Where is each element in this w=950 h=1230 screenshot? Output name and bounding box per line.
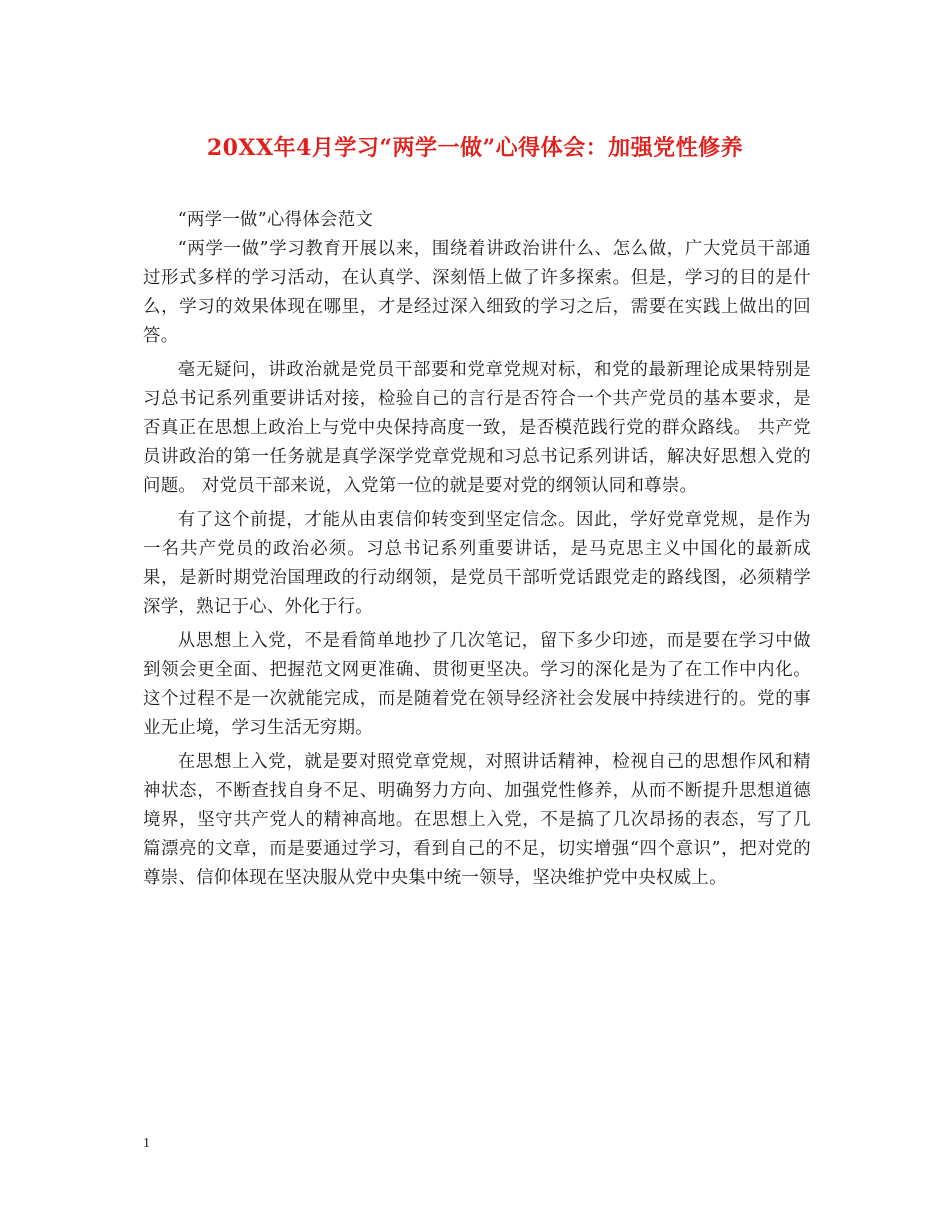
paragraph: “两学一做”学习教育开展以来，围绕着讲政治讲什么、怎么做，广大党员干部通过形式多样的学习活动，在认真学、深刻悟上做了许多探索。但是，学习的目的是什么，学习的效果体现在哪里，才是经过深入细致的学习之后，需要在实践上做出的回答。: [143, 239, 811, 346]
paragraph: 有了这个前提，才能从由衷信仰转变到坚定信念。因此，学好党章党规，是作为一名共产党员的政治必须。习总书记系列重要讲话，是马克思主义中国化的最新成果，是新时期党治国理政的行动纲领，是党员干部听党话跟党走的路线图，必须精学深学，熟记于心、外化于行。: [143, 510, 811, 617]
document-subtitle: “两学一做”心得体会范文: [177, 210, 374, 230]
document-title: 20XX年4月学习“两学一做”心得体会：加强党性修养: [206, 135, 744, 161]
paragraph: 从思想上入党，不是看简单地抄了几次笔记，留下多少印迹，而是要在学习中做到领会更全面、把握范文网更准确、贯彻更坚决。学习的深化是为了在工作中内化。这个过程不是一次就能完成，而是随着党在领导经济社会发展中持续进行的。党的事业无止境，学习生活无穷期。: [143, 631, 811, 738]
paragraph: 毫无疑问，讲政治就是党员干部要和党章党规对标，和党的最新理论成果特别是习总书记系列重要讲话对接，检验自己的言行是否符合一个共产党员的基本要求，是否真正在思想上政治上与党中央保持高度一致，是否模范践行党的群众路线。 共产党员讲政治的第一任务就是真学深学党章党规和习总书记系列讲话，解决好思想入党的问题。 对党员干部来说，入党第一位的就是要对党的纲领认同和尊崇。: [143, 360, 811, 496]
paragraph: 在思想上入党，就是要对照党章党规，对照讲话精神，检视自己的思想作风和精神状态，不断查找自身不足、明确努力方向、加强党性修养，从而不断提升思想道德境界，坚守共产党人的精神高地。在思想上入党，不是搞了几次昂扬的表态，写了几篇漂亮的文章，而是要通过学习，看到自己的不足，切实增强“四个意识”，把对党的尊崇、信仰体现在坚决服从党中央集中统一领导，坚决维护党中央权威上。: [143, 752, 811, 888]
page-number: 1: [143, 1136, 150, 1151]
document-body: [143, 206, 811, 898]
